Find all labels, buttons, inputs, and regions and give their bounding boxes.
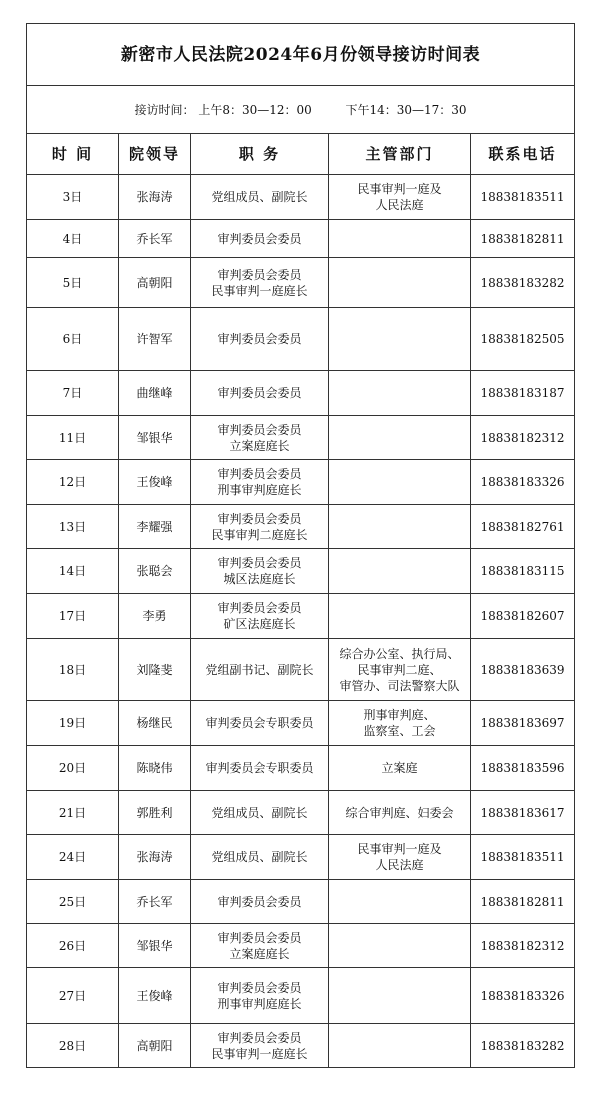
cell-position: [191, 460, 329, 505]
position-line: 民事审判一庭庭长: [211, 1046, 308, 1061]
position-line: 民事审判一庭庭长: [211, 283, 308, 298]
table-row: [27, 924, 575, 968]
reception-time-afternoon: 下午14：30—17：30: [345, 102, 467, 117]
cell-position: [191, 880, 329, 924]
position-line: 审判委员会委员: [217, 894, 302, 909]
cell-leader: 邹银华: [119, 924, 191, 968]
cell-leader: 刘隆斐: [119, 639, 191, 701]
table-row: [27, 835, 575, 880]
cell-position: [191, 371, 329, 416]
cell-phone: 18838183326: [471, 460, 575, 505]
table-row: [27, 460, 575, 505]
cell-leader: 郭胜利: [119, 791, 191, 835]
cell-departments: [329, 549, 471, 594]
table-row: [27, 701, 575, 746]
position-line: 审判委员会专职委员: [205, 761, 314, 775]
table-row: [27, 968, 575, 1024]
cell-departments: [329, 220, 471, 258]
cell-leader: 乔长军: [119, 880, 191, 924]
cell-phone: 18838183596: [471, 746, 575, 791]
cell-date: 13日: [27, 505, 119, 549]
position-line: 审判委员会委员: [217, 422, 302, 437]
table-row: [27, 746, 575, 791]
department-line: 刑事审判庭、: [363, 708, 436, 722]
department-line: 综合办公室、执行局、: [339, 646, 460, 661]
cell-phone: 18838183187: [471, 371, 575, 416]
position-line: 党组成员、副院长: [211, 190, 308, 204]
table-header: [27, 134, 575, 175]
cell-leader: 张海涛: [119, 835, 191, 880]
department-line: 人民法庭: [375, 858, 424, 872]
cell-date: 21日: [27, 791, 119, 835]
cell-date: 6日: [27, 308, 119, 371]
cell-departments: [329, 968, 471, 1024]
cell-departments: [329, 835, 471, 880]
cell-phone: 18838182811: [471, 880, 575, 924]
cell-position: [191, 258, 329, 308]
cell-leader: 李耀强: [119, 505, 191, 549]
department-line: 民事审判二庭、: [357, 662, 442, 677]
table-row: [27, 1024, 575, 1068]
cell-date: 25日: [27, 880, 119, 924]
position-line: 党组副书记、副院长: [205, 662, 314, 677]
cell-departments: [329, 746, 471, 791]
cell-date: 12日: [27, 460, 119, 505]
column-header-leader: 院领导: [119, 134, 191, 175]
cell-departments: [329, 791, 471, 835]
cell-position: [191, 968, 329, 1024]
department-line: 人民法庭: [375, 198, 424, 212]
position-line: 审判委员会委员: [217, 467, 302, 481]
cell-departments: [329, 594, 471, 639]
department-line: 民事审判一庭及: [357, 182, 442, 196]
position-line: 刑事审判庭庭长: [217, 996, 302, 1011]
cell-leader: 邹银华: [119, 416, 191, 460]
cell-leader: 张海涛: [119, 175, 191, 220]
reception-time-label: 接访时间：: [134, 102, 195, 117]
cell-departments: [329, 258, 471, 308]
cell-position: [191, 594, 329, 639]
table-row: [27, 371, 575, 416]
cell-date: 20日: [27, 746, 119, 791]
department-line: 立案庭: [381, 761, 418, 775]
position-line: 审判委员会委员: [217, 556, 302, 570]
cell-leader: 王俊峰: [119, 460, 191, 505]
position-line: 审判委员会委员: [217, 1030, 302, 1045]
cell-departments: [329, 1024, 471, 1068]
cell-phone: 18838182312: [471, 924, 575, 968]
cell-leader: 张聪会: [119, 549, 191, 594]
position-line: 立案庭庭长: [229, 946, 290, 961]
position-line: 矿区法庭庭长: [223, 617, 296, 631]
cell-date: 18日: [27, 639, 119, 701]
cell-date: 14日: [27, 549, 119, 594]
cell-leader: 高朝阳: [119, 258, 191, 308]
cell-phone: 18838183511: [471, 835, 575, 880]
column-header-departments: 主管部门: [329, 134, 471, 175]
cell-phone: 18838183639: [471, 639, 575, 701]
cell-position: [191, 746, 329, 791]
cell-date: 27日: [27, 968, 119, 1024]
position-line: 立案庭庭长: [229, 438, 290, 453]
cell-date: 19日: [27, 701, 119, 746]
cell-departments: [329, 880, 471, 924]
cell-date: 5日: [27, 258, 119, 308]
table-row: [27, 505, 575, 549]
cell-date: 3日: [27, 175, 119, 220]
department-line: 民事审判一庭及: [357, 842, 442, 856]
cell-phone: 18838182505: [471, 308, 575, 371]
cell-leader: 许智军: [119, 308, 191, 371]
position-line: 审判委员会委员: [217, 601, 302, 615]
table-row: [27, 416, 575, 460]
position-line: 审判委员会委员: [217, 386, 302, 400]
table-row: [27, 220, 575, 258]
cell-departments: [329, 639, 471, 701]
schedule-table: [26, 23, 575, 1068]
department-line: 审管办、司法警察大队: [339, 678, 460, 693]
cell-phone: 18838183617: [471, 791, 575, 835]
position-line: 审判委员会委员: [217, 930, 302, 945]
cell-departments: [329, 701, 471, 746]
cell-leader: 李勇: [119, 594, 191, 639]
cell-position: [191, 835, 329, 880]
cell-leader: 高朝阳: [119, 1024, 191, 1068]
table-row: [27, 791, 575, 835]
position-line: 党组成员、副院长: [211, 850, 308, 864]
cell-phone: 18838183282: [471, 258, 575, 308]
cell-position: [191, 549, 329, 594]
cell-date: 11日: [27, 416, 119, 460]
cell-phone: 18838182761: [471, 505, 575, 549]
column-header-position: 职 务: [191, 134, 329, 175]
position-line: 民事审判二庭庭长: [211, 527, 308, 542]
cell-position: [191, 416, 329, 460]
table-row: [27, 880, 575, 924]
cell-date: 17日: [27, 594, 119, 639]
schedule-sheet: [26, 23, 574, 1068]
cell-leader: 曲继峰: [119, 371, 191, 416]
cell-phone: 18838182811: [471, 220, 575, 258]
cell-leader: 乔长军: [119, 220, 191, 258]
position-line: 党组成员、副院长: [211, 805, 308, 820]
table-row: [27, 639, 575, 701]
cell-departments: [329, 460, 471, 505]
cell-position: [191, 701, 329, 746]
table-row: [27, 258, 575, 308]
cell-date: 26日: [27, 924, 119, 968]
cell-phone: 18838183326: [471, 968, 575, 1024]
cell-date: 28日: [27, 1024, 119, 1068]
table-row: [27, 594, 575, 639]
cell-phone: 18838182312: [471, 416, 575, 460]
cell-date: 24日: [27, 835, 119, 880]
cell-departments: [329, 308, 471, 371]
cell-phone: 18838183697: [471, 701, 575, 746]
cell-position: [191, 220, 329, 258]
cell-position: [191, 1024, 329, 1068]
column-header-date: 时 间: [27, 134, 119, 175]
cell-position: [191, 308, 329, 371]
cell-phone: 18838183511: [471, 175, 575, 220]
cell-date: 7日: [27, 371, 119, 416]
position-line: 审判委员会委员: [217, 980, 302, 995]
cell-phone: 18838183115: [471, 549, 575, 594]
cell-position: [191, 175, 329, 220]
cell-position: [191, 791, 329, 835]
table-row: [27, 175, 575, 220]
cell-position: [191, 505, 329, 549]
cell-leader: 王俊峰: [119, 968, 191, 1024]
position-line: 审判委员会委员: [217, 267, 302, 282]
reception-time: [27, 86, 575, 134]
cell-departments: [329, 175, 471, 220]
position-line: 审判委员会专职委员: [205, 716, 314, 730]
position-line: 审判委员会委员: [217, 332, 302, 346]
cell-departments: [329, 416, 471, 460]
position-line: 城区法庭庭长: [223, 572, 296, 586]
cell-departments: [329, 924, 471, 968]
position-line: 刑事审判庭庭长: [217, 483, 302, 497]
column-header-phone: 联系电话: [471, 134, 575, 175]
table-row: [27, 308, 575, 371]
page-title: 新密市人民法院2024年6月份领导接访时间表: [27, 24, 575, 86]
cell-leader: 杨继民: [119, 701, 191, 746]
position-line: 审判委员会委员: [217, 231, 302, 246]
reception-time-morning: 上午8：30—12：00: [198, 102, 312, 117]
cell-phone: 18838182607: [471, 594, 575, 639]
cell-position: [191, 639, 329, 701]
cell-departments: [329, 505, 471, 549]
cell-leader: 陈晓伟: [119, 746, 191, 791]
position-line: 审判委员会委员: [217, 511, 302, 526]
cell-position: [191, 924, 329, 968]
cell-phone: 18838183282: [471, 1024, 575, 1068]
department-line: 监察室、工会: [363, 724, 436, 738]
table-row: [27, 549, 575, 594]
cell-departments: [329, 371, 471, 416]
department-line: 综合审判庭、妇委会: [345, 805, 454, 820]
cell-date: 4日: [27, 220, 119, 258]
